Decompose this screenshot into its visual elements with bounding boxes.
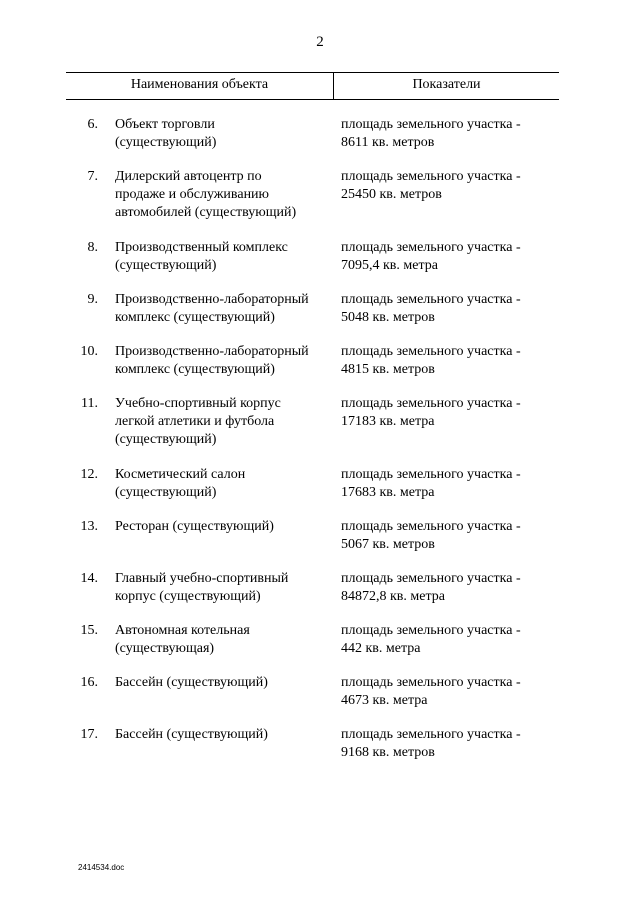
- indicator-value-line: 7095,4 кв. метра: [341, 258, 438, 273]
- object-name-line: Главный учебно-спортивный: [115, 571, 289, 586]
- object-name-line: Автономная котельная: [115, 623, 250, 638]
- indicator-value: [341, 622, 556, 658]
- indicator-value-line: площадь земельного участка -: [341, 571, 521, 586]
- object-name-line: комплекс (существующий): [115, 310, 275, 325]
- object-name-line: Косметический салон: [115, 467, 246, 482]
- row-number: 10.: [80, 344, 98, 359]
- indicator-value-line: 8611 кв. метров: [341, 135, 435, 150]
- header-value-column: Показатели: [412, 77, 481, 92]
- table-row: [0, 466, 640, 518]
- object-name-line: комплекс (существующий): [115, 362, 275, 377]
- indicator-value: [341, 168, 556, 204]
- object-name-line: Дилерский автоцентр по: [115, 169, 262, 184]
- indicator-value: [341, 343, 556, 379]
- table-row: [0, 343, 640, 395]
- object-name: [115, 622, 330, 658]
- indicator-value-line: площадь земельного участка -: [341, 117, 521, 132]
- object-name-line: Производственно-лабораторный: [115, 344, 309, 359]
- object-name-line: Ресторан (существующий): [115, 519, 274, 534]
- row-number: 6.: [87, 117, 98, 132]
- table-header: [66, 72, 559, 100]
- indicator-value-line: площадь земельного участка -: [341, 396, 521, 411]
- table-row: [0, 726, 640, 778]
- object-name: [115, 570, 330, 606]
- indicator-value-line: 17683 кв. метра: [341, 485, 435, 500]
- row-number: 13.: [80, 519, 98, 534]
- indicator-value-line: площадь земельного участка -: [341, 240, 521, 255]
- indicator-value-line: площадь земельного участка -: [341, 344, 521, 359]
- indicator-value-line: площадь земельного участка -: [341, 519, 521, 534]
- row-number: 8.: [87, 240, 98, 255]
- indicator-value: [341, 726, 556, 762]
- row-number: 15.: [80, 623, 98, 638]
- indicator-value: [341, 116, 556, 152]
- header-name-column: Наименования объекта: [130, 77, 269, 92]
- indicator-value: [341, 466, 556, 502]
- table-row: [0, 239, 640, 291]
- object-name: [115, 168, 330, 222]
- object-name-line: легкой атлетики и футбола: [115, 414, 275, 429]
- table-row: [0, 116, 640, 168]
- table-body: [0, 116, 640, 778]
- object-name-line: Бассейн (существующий): [115, 727, 268, 742]
- object-name-line: (существующая): [115, 641, 215, 656]
- file-name: 2414534.doc: [78, 863, 125, 872]
- table-row: [0, 622, 640, 674]
- row-number: 17.: [80, 727, 98, 742]
- indicator-value: [341, 291, 556, 327]
- object-name: [115, 343, 330, 379]
- object-name: [115, 674, 330, 692]
- indicator-value-line: 5067 кв. метров: [341, 537, 435, 552]
- indicator-value-line: 17183 кв. метра: [341, 414, 435, 429]
- object-name-line: (существующий): [115, 135, 217, 150]
- row-number: 12.: [80, 467, 98, 482]
- indicator-value-line: площадь земельного участка -: [341, 467, 521, 482]
- object-name-line: Учебно-спортивный корпус: [115, 396, 281, 411]
- table-row: [0, 674, 640, 726]
- object-name: [115, 291, 330, 327]
- table-row: [0, 291, 640, 343]
- object-name-line: Производственный комплекс: [115, 240, 288, 255]
- object-name-line: корпус (существующий): [115, 589, 261, 604]
- object-name-line: Объект торговли: [115, 117, 215, 132]
- indicator-value-line: 5048 кв. метров: [341, 310, 435, 325]
- object-name: [115, 116, 330, 152]
- row-number: 16.: [80, 675, 98, 690]
- object-name-line: продаже и обслуживанию: [115, 187, 270, 202]
- row-number: 11.: [81, 396, 98, 411]
- table-row: [0, 395, 640, 466]
- object-name-line: автомобилей (существующий): [115, 205, 297, 220]
- indicator-value-line: 84872,8 кв. метра: [341, 589, 445, 604]
- object-name: [115, 518, 330, 536]
- indicator-value-line: площадь земельного участка -: [341, 169, 521, 184]
- indicator-value-line: площадь земельного участка -: [341, 292, 521, 307]
- object-name-line: Бассейн (существующий): [115, 675, 268, 690]
- object-name: [115, 239, 330, 275]
- indicator-value-line: площадь земельного участка -: [341, 623, 521, 638]
- indicator-value-line: площадь земельного участка -: [341, 727, 521, 742]
- table-row: [0, 518, 640, 570]
- table-row: [0, 570, 640, 622]
- indicator-value-line: площадь земельного участка -: [341, 675, 521, 690]
- row-number: 9.: [87, 292, 98, 307]
- object-name: [115, 466, 330, 502]
- indicator-value-line: 4673 кв. метра: [341, 693, 428, 708]
- indicator-value: [341, 570, 556, 606]
- object-name: [115, 726, 330, 744]
- indicator-value-line: 4815 кв. метров: [341, 362, 435, 377]
- row-number: 7.: [87, 169, 98, 184]
- row-number: 14.: [80, 571, 98, 586]
- object-name: [115, 395, 330, 449]
- indicator-value-line: 442 кв. метра: [341, 641, 421, 656]
- object-name-line: (существующий): [115, 432, 217, 447]
- object-name-line: (существующий): [115, 258, 217, 273]
- object-name-line: (существующий): [115, 485, 217, 500]
- indicator-value: [341, 239, 556, 275]
- indicator-value: [341, 674, 556, 710]
- indicator-value-line: 9168 кв. метров: [341, 745, 435, 760]
- page-number: 2: [316, 34, 324, 50]
- indicator-value: [341, 518, 556, 554]
- table-row: [0, 168, 640, 239]
- object-name-line: Производственно-лабораторный: [115, 292, 309, 307]
- indicator-value: [341, 395, 556, 431]
- indicator-value-line: 25450 кв. метров: [341, 187, 442, 202]
